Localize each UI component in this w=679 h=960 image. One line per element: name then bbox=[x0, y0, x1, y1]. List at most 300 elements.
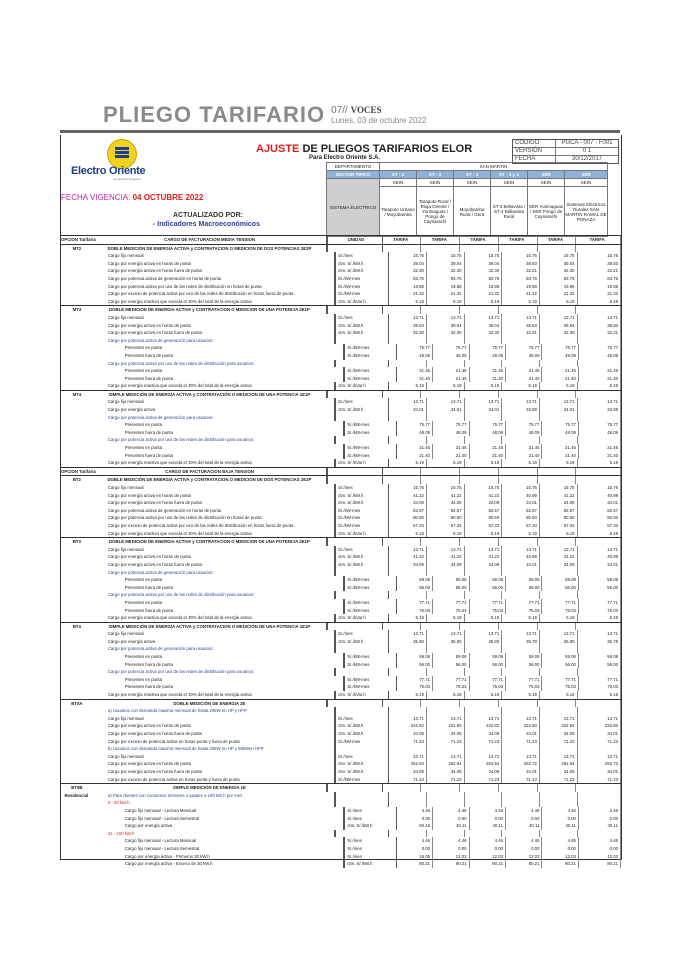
unit-cell: S/./kW-mes bbox=[345, 421, 396, 429]
tariff-value-cell bbox=[538, 468, 577, 476]
tariff-value-cell: 19.88 bbox=[502, 283, 540, 291]
tariff-value-cell bbox=[578, 792, 621, 800]
tariff-value-cell: 5.19 bbox=[578, 691, 621, 699]
unit-cell: ctm. S/./kW.h bbox=[336, 722, 389, 730]
option-cell bbox=[61, 367, 91, 375]
option-cell: BT3 bbox=[72, 539, 81, 545]
tariff-value-cell: 15.75 bbox=[427, 252, 465, 260]
unit-cell: S/./mes bbox=[336, 630, 389, 638]
tariff-value-cell: 80.50 bbox=[465, 514, 503, 522]
option-cell: OPCION Tarifaria bbox=[61, 237, 96, 242]
tariff-value-cell: 41.22 bbox=[465, 492, 503, 500]
tariff-value-cell: 5.19 bbox=[389, 298, 427, 306]
tariff-value-cell: 56.00 bbox=[542, 584, 578, 592]
tariff-value-cell: 0.00 bbox=[506, 815, 542, 823]
tariff-value-cell bbox=[389, 707, 427, 715]
tariff-value-cell: 59.08 bbox=[470, 653, 506, 661]
tariff-value-cell bbox=[499, 700, 538, 708]
tariff-value-cell: 5.19 bbox=[540, 298, 578, 306]
tariff-value-cell: 21.40 bbox=[579, 375, 621, 383]
unit-cell: ctm. S/./kW.h bbox=[336, 730, 389, 738]
unit-cell: S/./kW-mes bbox=[345, 576, 396, 584]
tariff-value-cell: 5.19 bbox=[389, 459, 427, 467]
tariff-value-cell: 13.71 bbox=[540, 630, 578, 638]
option-cell bbox=[61, 492, 92, 500]
tariff-value-cell: 75.03 bbox=[579, 607, 621, 615]
tariff-value-cell: 13.71 bbox=[578, 398, 621, 406]
tariff-value-cell: 4.46 bbox=[433, 837, 469, 845]
tariff-value-cell: 4.46 bbox=[579, 837, 621, 845]
tariff-value-cell: 5.19 bbox=[502, 691, 540, 699]
description-cell: CARGO DE FACTURACION BAJA TENSION bbox=[93, 468, 328, 476]
table-row bbox=[61, 653, 621, 661]
option-cell bbox=[61, 507, 92, 515]
tariff-value-cell: 77.71 bbox=[579, 676, 621, 684]
tariff-value-cell: 0.00 bbox=[579, 815, 621, 823]
tariff-value-cell: 5.19 bbox=[427, 459, 465, 467]
updated-by-value: - Indicadores Macroeconómicos bbox=[153, 221, 260, 228]
tariff-value-cell: 262.94 bbox=[465, 760, 503, 768]
tariff-value-cell bbox=[421, 784, 460, 792]
tariff-value-cell bbox=[383, 476, 422, 484]
tariff-value-cell bbox=[383, 623, 422, 631]
tariff-table bbox=[61, 235, 621, 868]
tariff-value-cell: 13.71 bbox=[427, 398, 465, 406]
table-row bbox=[61, 436, 621, 444]
table-row bbox=[61, 298, 621, 306]
tariff-value-cell bbox=[421, 245, 460, 253]
option-cell bbox=[61, 638, 92, 646]
tariff-value-cell bbox=[538, 538, 577, 546]
tariff-value-cell: 13.71 bbox=[389, 715, 427, 723]
tariff-value-cell: 75.03 bbox=[433, 607, 469, 615]
tariff-value-cell: 13.71 bbox=[465, 314, 503, 322]
option-cell bbox=[61, 753, 92, 761]
tariff-value-cell bbox=[465, 414, 503, 422]
unit-cell: ctm. S/./kVar.h bbox=[336, 530, 389, 538]
description-cell: Presentes en punta bbox=[91, 653, 346, 661]
tariff-value-cell: 83.76 bbox=[578, 275, 621, 283]
tariff-value-cell: 13.71 bbox=[465, 715, 503, 723]
tariff-value-cell: 5.19 bbox=[427, 298, 465, 306]
tariff-value-cell: 75.77 bbox=[397, 421, 433, 429]
tariff-value-cell: 13.71 bbox=[578, 546, 621, 554]
tariff-value-cell: 15.75 bbox=[465, 484, 503, 492]
option-cell bbox=[61, 691, 92, 699]
description-cell: SIMPLE MEDICIÓN DE ENERGÍA 1E bbox=[93, 784, 328, 792]
tariff-value-cell: 48.09 bbox=[433, 352, 469, 360]
option-cell bbox=[61, 815, 91, 823]
option-cell bbox=[61, 414, 92, 422]
tariff-header-table: DEPARTAMENTO SAN MARTIN SECTOR TIPICO ST - 2 ST - 3 ST - 4 ST - 3 y 4 SER SER SISTEMA ELECTRICO SEIN SEIN SEIN SEIN SEIN SEIN Tarapoto Urbano / Moyobamba Tarapoto Rural / Rioja Oriente / Yurimaguas / Pongo de Caynarachi Moyobamba Rural / Gera ST-3 Bellavista / ST-4 Bellavista Rural SER Yurimaguas / SER Pongo de Caynarachi Sistemas Eléctricos Rurales SAN MARTIN RAMAL DE PONAZA bbox=[326, 162, 608, 237]
description-cell: DOBLE MEDICIÓN DE ENERGIA ACTIVA y CONTRATACION O MEDICION DE DOS POTENCIAS 2E2P bbox=[93, 245, 328, 253]
tariff-value-cell: 13.71 bbox=[389, 630, 427, 638]
option-cell bbox=[61, 630, 92, 638]
option-cell bbox=[61, 337, 92, 345]
tariff-value-cell: 0.00 bbox=[433, 845, 469, 853]
tariff-value-cell bbox=[499, 391, 538, 399]
unit-cell: S/./mes bbox=[336, 252, 389, 260]
description-cell: Cargo por energía reactiva que exceda el 30% del total de la energía activa bbox=[92, 459, 336, 467]
unit-cell bbox=[336, 645, 389, 653]
tariff-value-cell bbox=[389, 645, 427, 653]
tariff-value-cell: 71.23 bbox=[502, 738, 540, 746]
table-row bbox=[61, 630, 621, 638]
tariff-value-cell: 21.45 bbox=[542, 444, 578, 452]
unit-cell: ctm. S/./kW.h bbox=[336, 267, 389, 275]
option-cell bbox=[61, 283, 92, 291]
tariff-value-cell: 34.01 bbox=[578, 561, 621, 569]
tariff-value-cell: 34.09 bbox=[389, 730, 427, 738]
tariff-value-cell: 56.00 bbox=[579, 661, 621, 669]
tariff-value-cell: 75.77 bbox=[397, 344, 433, 352]
tariff-value-cell: 5.19 bbox=[465, 691, 503, 699]
unit-cell: S/./kW-mes bbox=[336, 507, 389, 515]
tariff-value-cell bbox=[502, 360, 540, 368]
tariff-value-cell: 12.03 bbox=[542, 853, 578, 861]
tariff-value-cell: 13.71 bbox=[540, 314, 578, 322]
tariff-value-cell: 4.46 bbox=[397, 807, 433, 815]
tariff-value-cell: 39.04 bbox=[389, 322, 427, 330]
tariff-value-cell: 77.71 bbox=[470, 676, 506, 684]
unit-cell bbox=[336, 436, 389, 444]
tariff-value-cell bbox=[460, 700, 499, 708]
tariff-value-cell bbox=[383, 306, 422, 314]
tariff-value-cell: 262.94 bbox=[389, 760, 427, 768]
tariff-value-cell: 15.75 bbox=[389, 252, 427, 260]
table-row bbox=[61, 607, 621, 615]
option-cell: MT2 bbox=[72, 245, 82, 251]
tariff-value-cell: 34.01 bbox=[465, 406, 503, 414]
table-row bbox=[61, 382, 621, 390]
unit-cell: S/./kW-mes bbox=[345, 367, 396, 375]
description-cell: Presentes fuera de punta bbox=[91, 584, 346, 592]
tariff-value-cell: 21.45 bbox=[397, 444, 433, 452]
tariff-value-cell bbox=[427, 436, 465, 444]
option-cell bbox=[61, 722, 92, 730]
description-cell: Presentes fuera de punta bbox=[91, 452, 346, 460]
table-row bbox=[61, 815, 621, 823]
tariff-value-cell bbox=[538, 784, 577, 792]
tariff-value-cell: 4.46 bbox=[506, 807, 542, 815]
unit-cell: S/./mes bbox=[345, 807, 396, 815]
tariff-value-cell bbox=[538, 476, 577, 484]
unit-cell: ctm. S/./kW.h bbox=[336, 322, 389, 330]
tariff-value-cell bbox=[389, 591, 427, 599]
tariff-value-cell: 5.19 bbox=[427, 382, 465, 390]
description-cell: DOBLE MEDICIÓN DE ENERGIA 2E bbox=[93, 700, 328, 708]
tariff-value-cell bbox=[538, 700, 577, 708]
tariff-value-cell: 13.71 bbox=[427, 715, 465, 723]
tariff-value-cell: 5.19 bbox=[578, 614, 621, 622]
description-cell: DOBLE MEDICIÓN DE ENERGIA ACTIVA y CONTRATACION O MEDICION DE UNA POTENCIA 2E1P bbox=[93, 538, 328, 546]
tariff-value-cell: 56.00 bbox=[579, 584, 621, 592]
option-cell bbox=[61, 738, 92, 746]
unit-cell: S/./mes bbox=[336, 484, 389, 492]
tariff-value-cell: 83.76 bbox=[540, 275, 578, 283]
tariff-value-cell bbox=[502, 792, 540, 800]
unit-cell bbox=[336, 792, 389, 800]
table-row bbox=[61, 830, 621, 838]
table-row bbox=[61, 329, 621, 337]
tariff-value-cell: 33.89 bbox=[502, 406, 540, 414]
tariff-value-cell: 77.71 bbox=[542, 599, 578, 607]
tariff-value-cell bbox=[578, 645, 621, 653]
tariff-value-cell: 13.71 bbox=[578, 314, 621, 322]
tariff-value-cell: 21.32 bbox=[540, 290, 578, 298]
tariff-value-cell: 32.30 bbox=[389, 267, 427, 275]
unit-cell: ctm. S/./kVar.h bbox=[336, 691, 389, 699]
tariff-value-cell: 75.03 bbox=[579, 683, 621, 691]
description-cell: Cargo por potencia activa de generación en horas de punta bbox=[92, 275, 336, 283]
tariff-value-cell: 0.00 bbox=[470, 845, 506, 853]
description-cell: Cargo por energía activa en horas fuera de punta bbox=[92, 730, 336, 738]
tariff-value-cell: 41.22 bbox=[389, 553, 427, 561]
tariff-value-cell: 56.00 bbox=[433, 661, 469, 669]
tariff-value-cell: 5.19 bbox=[465, 382, 503, 390]
masthead-title: PLIEGO TARIFARIO bbox=[103, 102, 326, 127]
tariff-value-cell: 34.09 bbox=[540, 768, 578, 776]
tariff-value-cell: 56.00 bbox=[397, 584, 433, 592]
option-cell: BT5B bbox=[71, 785, 83, 791]
tariff-value-cell bbox=[578, 569, 621, 577]
option-cell bbox=[61, 406, 92, 414]
tariff-value-cell bbox=[578, 707, 621, 715]
unit-cell: S/./mes bbox=[345, 853, 396, 861]
option-cell bbox=[61, 822, 91, 830]
table-row bbox=[61, 561, 621, 569]
tariff-value-cell: 5.19 bbox=[427, 691, 465, 699]
option-cell bbox=[61, 421, 91, 429]
tariff-value-cell: 5.19 bbox=[465, 459, 503, 467]
table-row bbox=[61, 730, 621, 738]
description-cell: b) Usuarios con demanda maxima mensual de hasta 20kW en HP y 50kWen HFP bbox=[92, 745, 336, 753]
unit-cell: S/./mes bbox=[345, 845, 396, 853]
description-cell: Cargo por energía reactiva que exceda el 30% del total de la energía activa bbox=[92, 614, 336, 622]
option-cell bbox=[61, 398, 92, 406]
tariff-value-cell: 39.04 bbox=[427, 322, 465, 330]
table-row bbox=[61, 267, 621, 275]
option-cell: MT4 bbox=[72, 391, 82, 397]
option-cell bbox=[61, 444, 91, 452]
tariff-value-cell: 21.45 bbox=[542, 367, 578, 375]
tariff-value-cell bbox=[427, 414, 465, 422]
table-row bbox=[61, 244, 621, 253]
company-logo bbox=[69, 139, 189, 181]
tariff-value-cell: 21.32 bbox=[502, 290, 540, 298]
unit-cell: S/./kW-mes bbox=[345, 607, 396, 615]
tariff-value-cell: 34.09 bbox=[465, 499, 503, 507]
tariff-value-cell bbox=[540, 414, 578, 422]
tariff-value-cell: 35.90 bbox=[427, 638, 465, 646]
tariff-value-cell: 38.83 bbox=[502, 260, 540, 268]
tariff-value-cell: 80.21 bbox=[506, 860, 542, 868]
tariff-value-cell: 34.01 bbox=[502, 768, 540, 776]
description-cell: Cargo por energía activa - Primeros 30 kW.h bbox=[91, 853, 346, 861]
unit-cell: S/./kW-mes bbox=[336, 514, 389, 522]
description-cell: Presentes fuera de punta bbox=[91, 607, 346, 615]
tariff-value-cell: 15.75 bbox=[465, 252, 503, 260]
description-cell: Cargo fijo mensual bbox=[92, 715, 336, 723]
table-row bbox=[61, 699, 621, 708]
tariff-value-cell: 38.83 bbox=[578, 260, 621, 268]
table-row bbox=[61, 584, 621, 592]
tariff-value-cell bbox=[389, 799, 427, 807]
tariff-value-cell: 5.19 bbox=[465, 614, 503, 622]
table-row bbox=[61, 406, 621, 414]
tariff-value-cell: 75.77 bbox=[579, 421, 621, 429]
tariff-value-cell: 32.21 bbox=[502, 267, 540, 275]
tariff-value-cell bbox=[383, 468, 422, 476]
description-cell: Cargo fijo mensual - Lectura Semestral bbox=[91, 845, 346, 853]
description-cell: Presentes en punta bbox=[91, 676, 346, 684]
tariff-value-cell: 71.23 bbox=[465, 738, 503, 746]
tariff-value-cell: 59.08 bbox=[542, 653, 578, 661]
description-cell: 0 - 30 kW.h bbox=[92, 799, 336, 807]
tariff-value-cell bbox=[578, 668, 621, 676]
unit-cell: ctm. S/./kW.h bbox=[336, 499, 389, 507]
unit-cell: S/./kW-mes bbox=[345, 375, 396, 383]
tariff-value-cell: 75.77 bbox=[542, 421, 578, 429]
table-row bbox=[61, 322, 621, 330]
table-row bbox=[61, 530, 621, 538]
unit-cell: S/./mes bbox=[336, 715, 389, 723]
tariff-value-cell: 56.00 bbox=[506, 584, 542, 592]
tariff-value-cell: 38.83 bbox=[502, 322, 540, 330]
unit-cell: ctm. S/./kW.h bbox=[336, 329, 389, 337]
tariff-value-cell bbox=[578, 830, 621, 838]
option-cell bbox=[61, 845, 91, 853]
unit-cell: S/./kW-mes bbox=[345, 653, 396, 661]
tariff-value-cell: 75.77 bbox=[433, 344, 469, 352]
tariff-value-cell bbox=[421, 468, 460, 476]
tariff-value-cell: 21.45 bbox=[506, 444, 542, 452]
tariff-value-cell: TARIFA bbox=[383, 236, 422, 244]
effective-date: FECHA VIGENCIA: 04 OCTUBRE 2022 bbox=[61, 193, 204, 202]
tariff-value-cell: 41.22 bbox=[427, 492, 465, 500]
table-row bbox=[61, 776, 621, 784]
masthead bbox=[103, 96, 426, 126]
option-cell bbox=[61, 546, 92, 554]
tariff-value-cell bbox=[389, 337, 427, 345]
tariff-value-cell: 222.82 bbox=[465, 722, 503, 730]
tariff-value-cell: 48.09 bbox=[506, 352, 542, 360]
tariff-value-cell: 59.08 bbox=[542, 576, 578, 584]
tariff-value-cell: 15.75 bbox=[502, 252, 540, 260]
tariff-value-cell bbox=[383, 538, 422, 546]
tariff-value-cell: 75.03 bbox=[397, 607, 433, 615]
tariff-value-cell: 13.71 bbox=[502, 398, 540, 406]
tariff-value-cell: 80.50 bbox=[540, 514, 578, 522]
option-cell bbox=[61, 530, 92, 538]
tariff-value-cell: 5.19 bbox=[578, 298, 621, 306]
table-row bbox=[61, 360, 621, 368]
tariff-value-cell: 56.00 bbox=[506, 661, 542, 669]
tariff-value-cell: 59.08 bbox=[433, 576, 469, 584]
table-row bbox=[61, 822, 621, 830]
tariff-value-cell: 48.09 bbox=[579, 429, 621, 437]
unit-cell: ctm. S/./kW.h bbox=[336, 492, 389, 500]
description-cell: Cargo por energía reactiva que exceda el 30% del total de la energía activa bbox=[92, 298, 336, 306]
tariff-value-cell: 34.01 bbox=[502, 499, 540, 507]
table-row bbox=[61, 375, 621, 383]
tariff-value-cell: 71.23 bbox=[540, 738, 578, 746]
tariff-value-cell bbox=[427, 830, 465, 838]
tariff-value-cell bbox=[576, 784, 621, 792]
unit-cell: ctm. S/./kVar.h bbox=[336, 298, 389, 306]
tariff-value-cell: 32.21 bbox=[502, 329, 540, 337]
tariff-value-cell bbox=[502, 830, 540, 838]
unit-cell bbox=[328, 623, 383, 631]
tariff-value-cell bbox=[465, 799, 503, 807]
tariff-value-cell: 4.46 bbox=[470, 807, 506, 815]
tariff-value-cell bbox=[427, 668, 465, 676]
description-cell: Cargo por energía activa en horas fuera de punta bbox=[92, 561, 336, 569]
tariff-value-cell bbox=[499, 784, 538, 792]
unit-cell: ctm. S/./kVar.h bbox=[336, 614, 389, 622]
tariff-value-cell: 77.71 bbox=[433, 676, 469, 684]
tariff-value-cell bbox=[576, 700, 621, 708]
tariff-value-cell: 56.00 bbox=[470, 584, 506, 592]
option-cell bbox=[61, 776, 92, 784]
description-cell: Presentes fuera de punta bbox=[91, 661, 346, 669]
tariff-value-cell: TARIFA bbox=[499, 236, 538, 244]
tariff-value-cell: 5.19 bbox=[389, 530, 427, 538]
tariff-value-cell bbox=[499, 623, 538, 631]
option-cell bbox=[61, 553, 92, 561]
updated-by-label: ACTUALIZADO POR: bbox=[173, 212, 243, 219]
tariff-value-cell: 0.00 bbox=[397, 815, 433, 823]
tariff-value-cell: 34.09 bbox=[540, 561, 578, 569]
tariff-value-cell: 32.21 bbox=[578, 267, 621, 275]
description-cell: Cargo por potencia activa de generación para usuarios: bbox=[92, 414, 336, 422]
unit-cell bbox=[328, 468, 383, 476]
option-cell bbox=[61, 344, 91, 352]
option-cell bbox=[61, 668, 92, 676]
tariff-value-cell: 34.09 bbox=[389, 561, 427, 569]
unit-cell bbox=[336, 707, 389, 715]
unit-cell bbox=[328, 391, 383, 399]
tariff-value-cell: 13.71 bbox=[389, 314, 427, 322]
description-cell: Cargo fijo mensual bbox=[92, 630, 336, 638]
tariff-value-cell: 57.33 bbox=[389, 522, 427, 530]
tariff-value-cell bbox=[578, 799, 621, 807]
tariff-value-cell: 40.11 bbox=[506, 822, 542, 830]
table-row bbox=[61, 414, 621, 422]
tariff-value-cell: 262.94 bbox=[427, 760, 465, 768]
tariff-value-cell: 4.46 bbox=[542, 837, 578, 845]
tariff-value-cell bbox=[538, 391, 577, 399]
description-cell: Presentes en punta bbox=[91, 599, 346, 607]
tariff-value-cell: 4.46 bbox=[397, 837, 433, 845]
option-cell bbox=[61, 661, 91, 669]
option-cell bbox=[61, 290, 92, 298]
tariff-value-cell: 77.71 bbox=[506, 676, 542, 684]
tariff-value-cell: 77.71 bbox=[579, 599, 621, 607]
option-cell bbox=[61, 352, 91, 360]
description-cell: Cargo por exceso de potencia activa por uso de las redes de distribución en horas fuera de punta bbox=[92, 290, 336, 298]
description-cell: Presentes en punta bbox=[91, 367, 346, 375]
tariff-value-cell bbox=[538, 623, 577, 631]
tariff-value-cell: 13.71 bbox=[540, 398, 578, 406]
tariff-value-cell bbox=[499, 468, 538, 476]
tariff-value-cell bbox=[460, 623, 499, 631]
tariff-value-cell: 5.19 bbox=[502, 530, 540, 538]
tariff-value-cell: 59.08 bbox=[579, 576, 621, 584]
unit-cell: S/./mes bbox=[336, 398, 389, 406]
tariff-value-cell: 13.71 bbox=[465, 630, 503, 638]
unit-cell: S/./kW-mes bbox=[336, 776, 389, 784]
